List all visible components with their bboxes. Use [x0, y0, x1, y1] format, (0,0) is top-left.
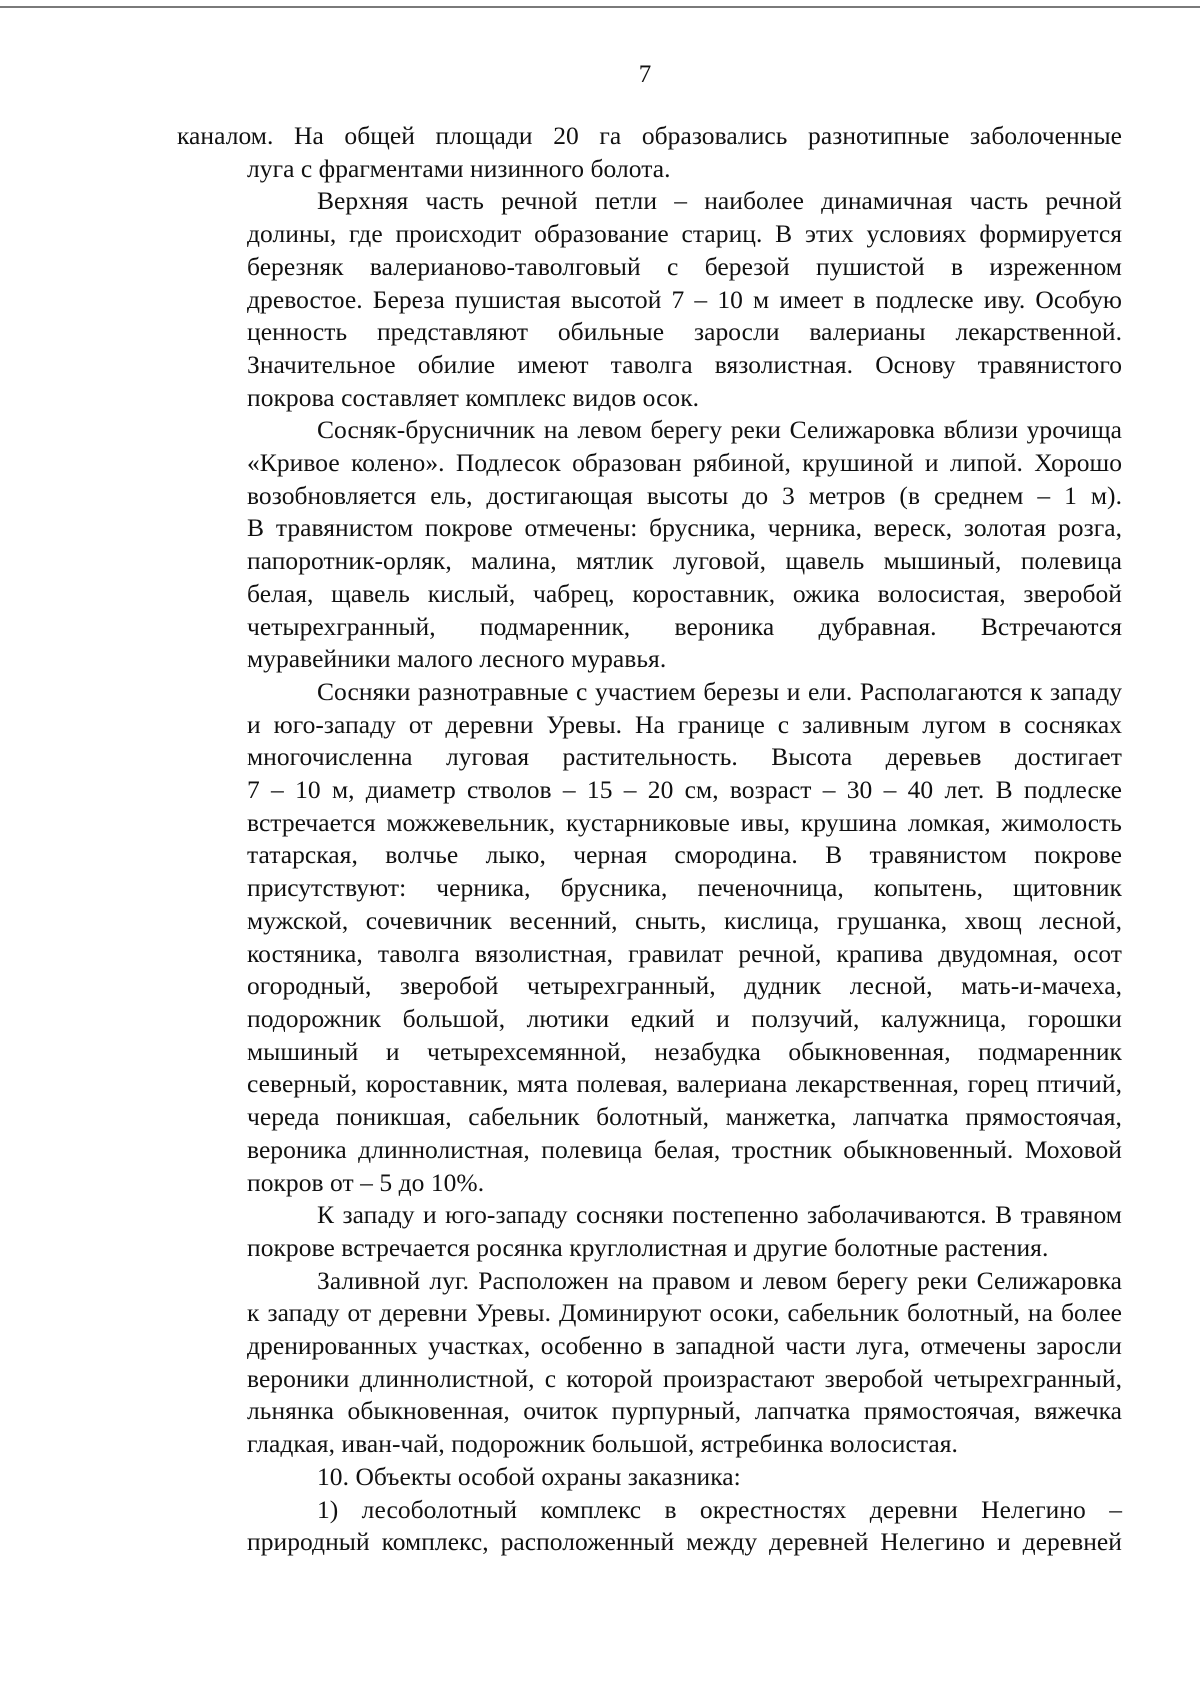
- text-line: гладкая, иван-чай, подорожник большой, ястребинка волосистая.: [247, 1429, 958, 1459]
- text-line: встречается можжевельник, кустарниковые ивы, крушина ломкая, жимолость: [247, 807, 1122, 837]
- page-number: 7: [638, 61, 652, 88]
- text-line: 7 – 10 м, диаметр стволов – 15 – 20 см, возраст – 30 – 40 лет. В подлеске: [247, 775, 1122, 805]
- paragraph: [177, 676, 1122, 1199]
- paragraph: [177, 1265, 1122, 1461]
- text-line: каналом. На общей площади 20 га образовались разнотипные заболоченные: [177, 121, 1122, 150]
- text-line: огородный, зверобой четырехгранный, дудник лесной, мать-и-мачеха,: [247, 971, 1122, 1001]
- text-line: 10. Объекты особой охраны заказника:: [317, 1461, 741, 1491]
- text-line: вероника длиннолистная, полевица белая, тростник обыкновенный. Моховой: [247, 1134, 1122, 1164]
- text-line: покрове встречается росянка круглолистная и другие болотные растения.: [247, 1232, 1049, 1262]
- text-line: «Кривое колено». Подлесок образован рябиной, крушиной и липой. Хорошо: [247, 448, 1122, 478]
- paragraph: [177, 185, 1122, 414]
- text-line: дренированных участках, особенно в западной части луга, отмечены заросли: [247, 1331, 1122, 1361]
- text-line: Заливной луг. Расположен на правом и левом берегу реки Селижаровка: [317, 1265, 1122, 1295]
- paragraph: [177, 1461, 1122, 1494]
- text-line: Сосняк-брусничник на левом берегу реки Селижаровка вблизи урочища: [317, 415, 1122, 445]
- text-line: к западу от деревни Уревы. Доминируют осоки, сабельник болотный, на более: [247, 1298, 1122, 1328]
- scan-top-edge: [0, 6, 1200, 8]
- text-line: череда поникшая, сабельник болотный, манжетка, лапчатка прямостоячая,: [247, 1102, 1122, 1132]
- text-line: березняк валерианово-таволговый с березой пушистой в изреженном: [247, 251, 1122, 281]
- paragraph: [177, 1199, 1122, 1264]
- document-body: [177, 120, 1122, 1559]
- text-line: присутствуют: черника, брусника, печеночница, копытень, щитовник: [247, 873, 1122, 903]
- text-line: долины, где происходит образование стариц. В этих условиях формируется: [247, 219, 1122, 249]
- paragraph: [177, 414, 1122, 676]
- text-line: папоротник-орляк, малина, мятлик луговой, щавель мышиный, полевица: [247, 546, 1122, 576]
- text-line: К западу и юго-западу сосняки постепенно заболачиваются. В травяном: [317, 1200, 1122, 1230]
- text-line: луга с фрагментами низинного болота.: [247, 153, 671, 183]
- text-line: Верхняя часть речной петли – наиболее динамичная часть речной: [317, 186, 1122, 216]
- text-line: покров от – 5 до 10%.: [247, 1167, 485, 1197]
- text-line: льнянка обыкновенная, очиток пурпурный, лапчатка прямостоячая, вяжечка: [247, 1396, 1122, 1426]
- text-line: мужской, сочевичник весенний, сныть, кислица, грушанка, хвощ лесной,: [247, 905, 1122, 935]
- text-line: костяника, таволга вязолистная, гравилат речной, крапива двудомная, осот: [247, 938, 1122, 968]
- text-line: северный, короставник, мята полевая, валериана лекарственная, горец птичий,: [247, 1069, 1122, 1099]
- text-line: вероники длиннолистной, с которой произрастают зверобой четырехгранный,: [247, 1363, 1122, 1393]
- text-line: 1) лесоболотный комплекс в окрестностях деревни Нелегино –: [317, 1494, 1122, 1524]
- text-line: муравейники малого лесного муравья.: [247, 644, 667, 674]
- paragraph: [177, 1494, 1122, 1559]
- text-line: и юго-западу от деревни Уревы. На границе с заливным лугом в сосняках: [247, 709, 1122, 739]
- text-line: В травянистом покрове отмечены: брусника, черника, вереск, золотая розга,: [247, 513, 1122, 543]
- text-line: мышиный и четырехсемянной, незабудка обыкновенная, подмаренник: [247, 1036, 1122, 1066]
- text-line: подорожник большой, лютики едкий и ползучий, калужница, горошки: [247, 1003, 1122, 1033]
- text-line: татарская, волчье лыко, черная смородина. В травянистом покрове: [247, 840, 1122, 870]
- text-line: Сосняки разнотравные с участием березы и ели. Располагаются к западу: [317, 676, 1122, 706]
- paragraph: [177, 120, 1122, 185]
- text-line: древостое. Береза пушистая высотой 7 – 10 м имеет в подлеске иву. Особую: [247, 284, 1122, 314]
- text-line: природный комплекс, расположенный между деревней Нелегино и деревней: [247, 1527, 1122, 1557]
- text-line: четырехгранный, подмаренник, вероника дубравная. Встречаются: [247, 611, 1122, 641]
- text-line: покрова составляет комплекс видов осок.: [247, 382, 700, 412]
- text-line: возобновляется ель, достигающая высоты до 3 метров (в среднем – 1 м).: [247, 480, 1122, 510]
- text-line: многочисленна луговая растительность. Высота деревьев достигает: [247, 742, 1122, 772]
- text-line: белая, щавель кислый, чабрец, короставник, ожика волосистая, зверобой: [247, 578, 1122, 608]
- text-line: ценность представляют обильные заросли валерианы лекарственной.: [247, 317, 1122, 347]
- text-line: Значительное обилие имеют таволга вязолистная. Основу травянистого: [247, 349, 1122, 379]
